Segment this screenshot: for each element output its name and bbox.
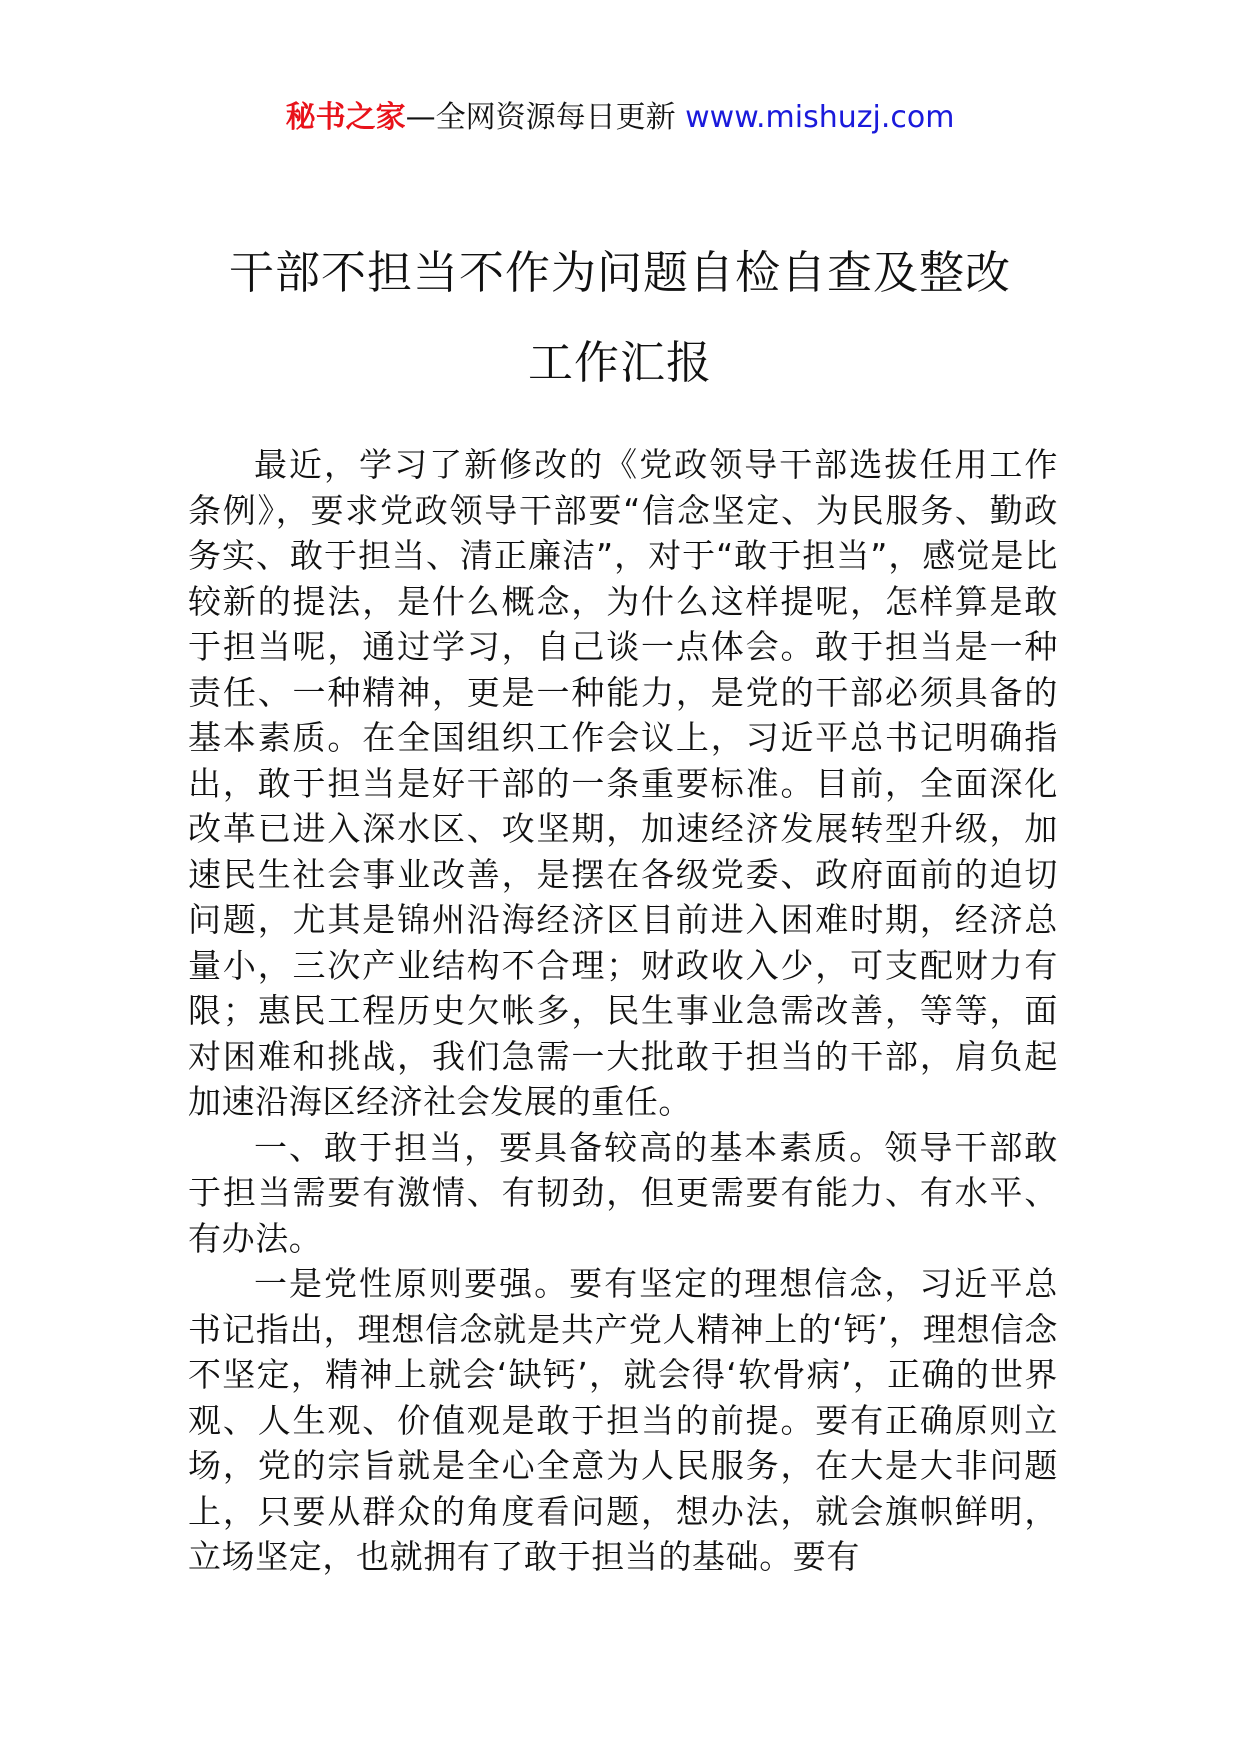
title-line-2: 工作汇报	[527, 336, 712, 389]
paragraph-point-1: 一是党性原则要强。要有坚定的理想信念，习近平总书记指出，理想信念就是共产党人精神上的‘钙’，理想信念不坚定，精神上就会‘缺钙’，就会得‘软骨病’，正确的世界观、人生观、价值观是敢于担当的前提。要有正确原则立场，党的宗旨就是全心全意为人民服务，在大是大非问题上，只要从群众的角度看问题，想办法，就会旗帜鲜明，立场坚定，也就拥有了敢于担当的基础。要有	[188, 1264, 1058, 1576]
site-header	[0, 98, 1240, 138]
paragraph-intro: 最近，学习了新修改的《党政领导干部选拔任用工作条例》，要求党政领导干部要“信念坚定、为民服务、勤政务实、敢于担当、清正廉洁”，对于“敢于担当”，感觉是比较新的提法，是什么概念，为什么这样提呢，怎样算是敢于担当呢，通过学习，自己谈一点体会。敢于担当是一种责任、一种精神，更是一种能力，是党的干部必须具备的基本素质。在全国组织工作会议上，习近平总书记明确指出，敢于担当是好干部的一条重要标准。目前，全面深化改革已进入深水区、攻坚期，加速经济发展转型升级，加速民生社会事业改善，是摆在各级党委、政府面前的迫切问题，尤其是锦州沿海经济区目前进入困难时期，经济总量小，三次产业结构不合理；财政收入少，可支配财力有限；惠民工程历史欠帐多，民生事业急需改善，等等，面对困难和挑战，我们急需一大批敢于担当的干部，肩负起加速沿海区经济社会发展的重任。	[188, 445, 1058, 1121]
site-brand: 秘书之家	[285, 100, 406, 135]
document-title	[0, 228, 1240, 408]
paragraph-section-1: 一、敢于担当，要具备较高的基本素质。领导干部敢于担当需要有激情、有韧劲，但更需要有能力、有水平、有办法。	[188, 1127, 1058, 1258]
document-body	[188, 442, 1058, 1580]
site-url[interactable]: www.mishuzj.com	[685, 100, 955, 135]
site-tagline: —全网资源每日更新	[405, 100, 686, 135]
title-line-1: 干部不担当不作为问题自检自查及整改	[228, 246, 1011, 299]
